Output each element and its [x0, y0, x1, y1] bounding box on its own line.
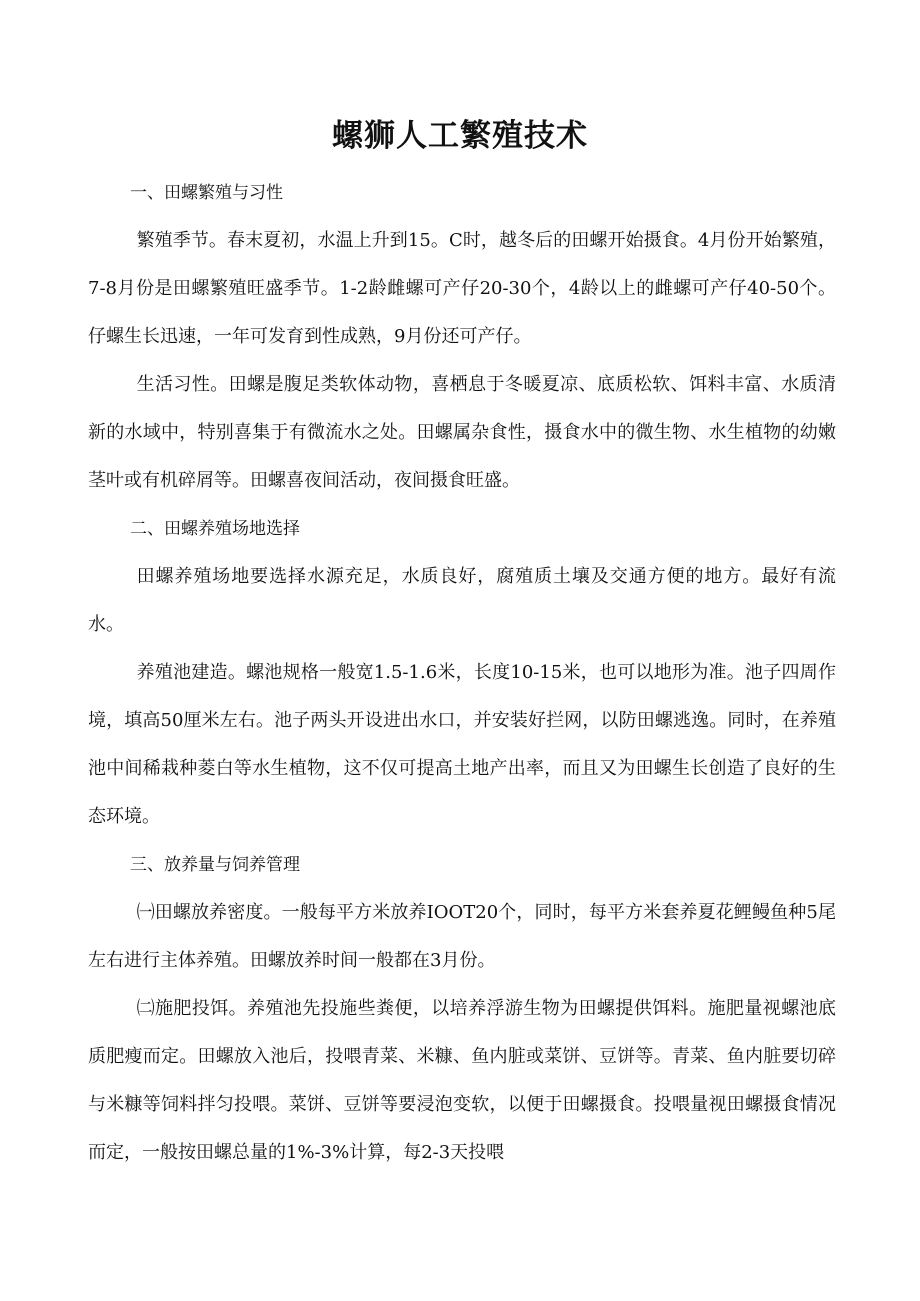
document-body — [88, 169, 836, 1177]
paragraph-fertilizing-feeding: ㈡施肥投饵。养殖池先投施些粪便，以培养浮游生物为田螺提供饵料。施肥量视螺池底质肥瘦而定。田螺放入池后，投喂青菜、米糠、鱼内脏或菜饼、豆饼等。青菜、鱼内脏要切碎与米糠等饲料拌匀投喂。菜饼、豆饼等要浸泡变软，以便于田螺摄食。投喂量视田螺摄食情况而定，一般按田螺总量的1%-3%计算，每2-3天投喂 — [88, 998, 836, 1163]
paragraph-living-habits: 生活习性。田螺是腹足类软体动物，喜栖息于冬暖夏凉、底质松软、饵料丰富、水质清新的水域中，特别喜集于有微流水之处。田螺属杂食性，摄食水中的微生物、水生植物的幼嫩茎叶或有机碎屑等。田螺喜夜间活动，夜间摄食旺盛。 — [88, 374, 836, 491]
paragraph-site-selection: 田螺养殖场地要选择水源充足，水质良好，腐殖质土壤及交通方便的地方。最好有流水。 — [88, 566, 836, 635]
section-heading-3: 三、放养量与饲养管理 — [130, 855, 300, 875]
paragraph-breeding-season: 繁殖季节。春末夏初，水温上升到15。C时，越冬后的田螺开始摄食。4月份开始繁殖，7-8月份是田螺繁殖旺盛季节。1-2龄雌螺可产仔20-30个，4龄以上的雌螺可产仔40-50个。仔螺生长迅速，一年可发育到性成熟，9月份还可产仔。 — [88, 230, 836, 347]
section-heading-2: 二、田螺养殖场地选择 — [130, 519, 300, 539]
paragraph-stocking-density: ㈠田螺放养密度。一般每平方米放养IOOT20个，同时，每平方米套养夏花鲤鳗鱼种5尾左右进行主体养殖。田螺放养时间一般都在3月份。 — [88, 902, 836, 971]
paragraph-pond-construction: 养殖池建造。螺池规格一般宽1.5-1.6米，长度10-15米，也可以地形为准。池子四周作境，填高50厘米左右。池子两头开设进出水口，并安装好拦网，以防田螺逃逸。同时，在养殖池中间稀栽种菱白等水生植物，这不仅可提高土地产出率，而且又为田螺生长创造了良好的生态环境。 — [88, 662, 836, 827]
section-heading-1: 一、田螺繁殖与习性 — [130, 183, 283, 203]
document-title: 螺狮人工繁殖技术 — [332, 118, 588, 154]
